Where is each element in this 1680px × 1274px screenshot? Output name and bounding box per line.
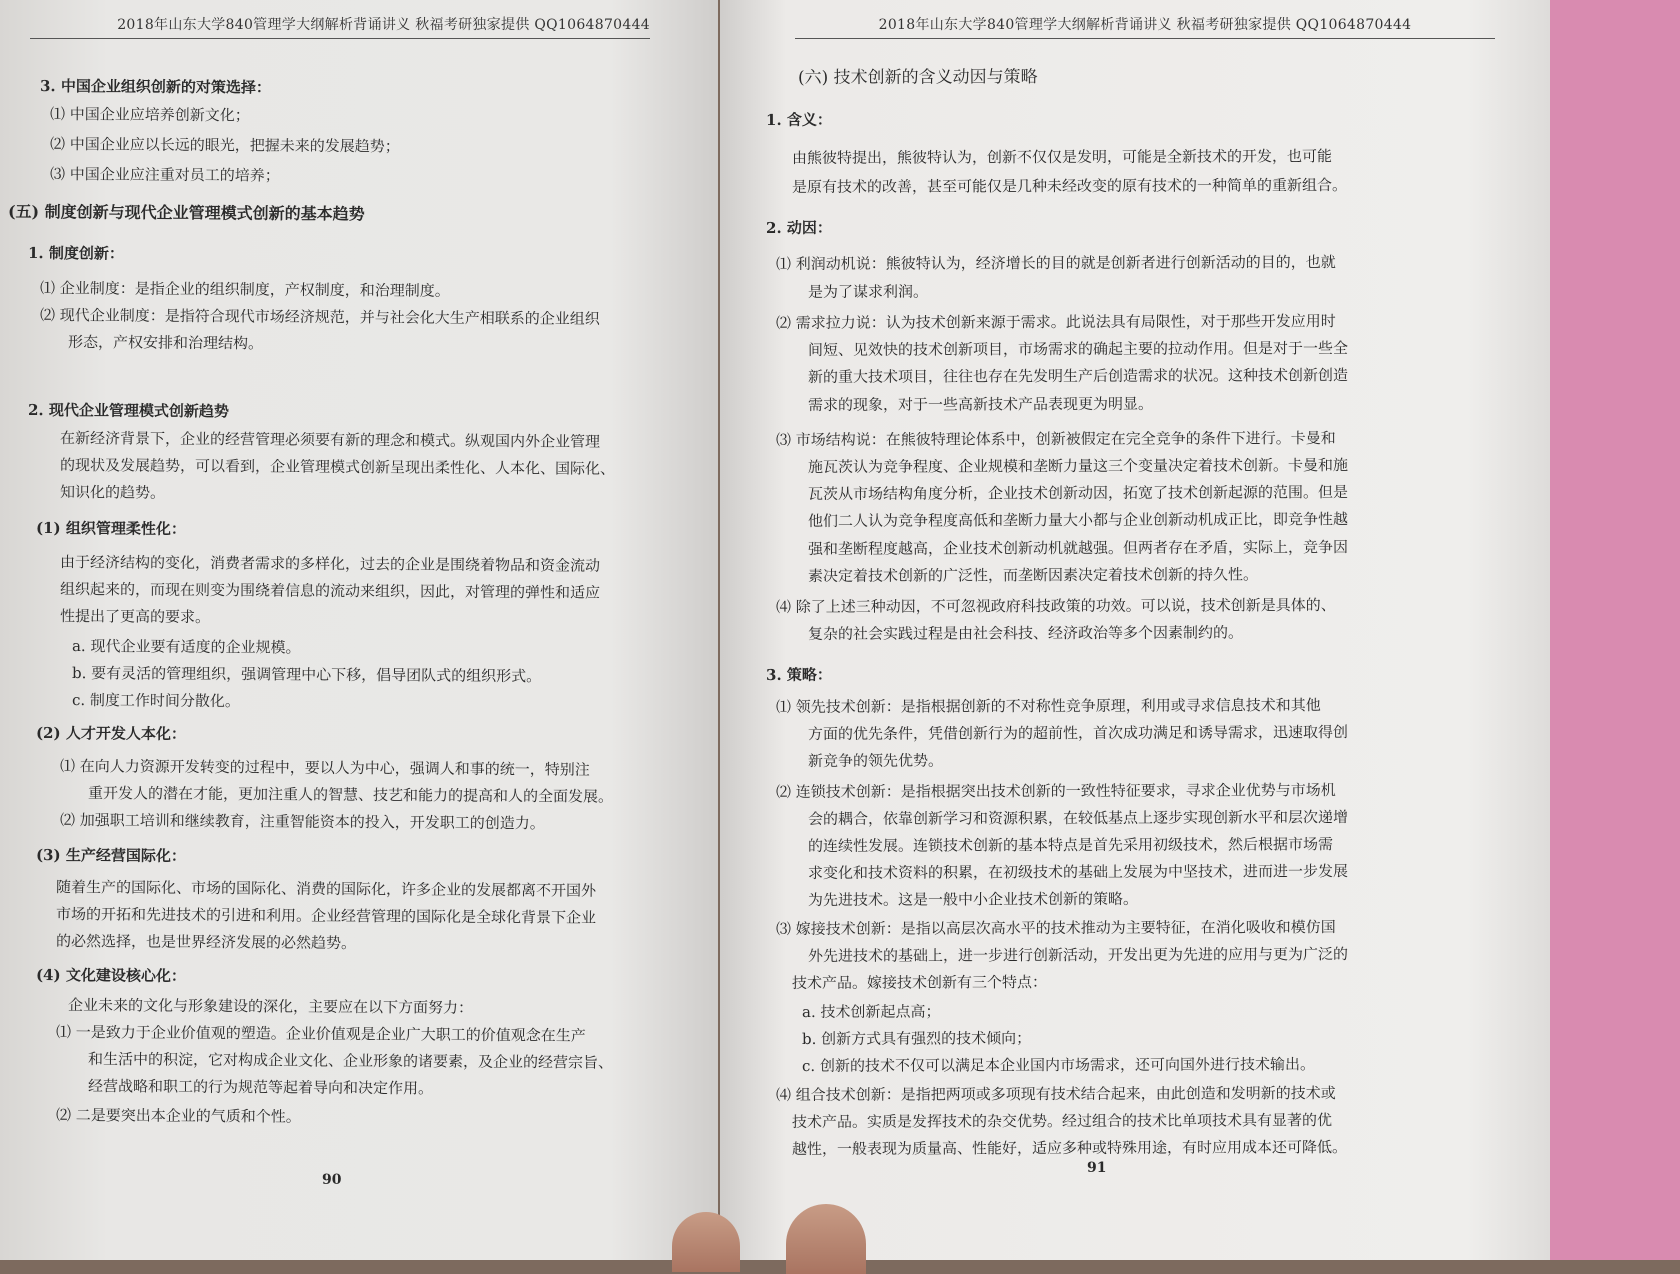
left_page-line: a. 现代企业要有适度的企业规模。 <box>71 637 301 657</box>
right_page-line: 为先进技术。这是一般中小企业技术创新的策略。 <box>807 889 1139 909</box>
left_page-line: 2. 现代企业管理模式创新趋势 <box>27 401 229 421</box>
background-right <box>1550 0 1680 1260</box>
right_page-line: 越性，一般表现为质量高、性能好，适应多种或特殊用途，有时应用成本还可降低。 <box>791 1138 1348 1158</box>
left-page-header: 2018年山东大学840管理学大纲解析背诵讲义 秋福考研独家提供 QQ1064870444 <box>30 14 650 39</box>
right_page-line: (六) 技术创新的含义动因与策略 <box>797 67 1038 88</box>
left_page-line: ⑵ 二是要突出本企业的气质和个性。 <box>55 1106 301 1126</box>
left_page-line: ⑶ 中国企业应注重对员工的培养； <box>49 165 280 185</box>
left_page-line: 的必然选择，也是世界经济发展的必然趋势。 <box>55 932 357 953</box>
right_page-line: 他们二人认为竞争程度高低和垄断力量大小都与企业创新动机成正比，即竞争性越 <box>807 510 1349 530</box>
right_page-line: 瓦茨从市场结构角度分析，企业技术创新动因，拓宽了技术创新起源的范围。但是 <box>807 483 1349 503</box>
left_page-line: (1) 组织管理柔性化： <box>35 519 186 539</box>
left_page-line: 由于经济结构的变化，消费者需求的多样化，过去的企业是围绕着物品和资金流动 <box>59 553 601 575</box>
right_page-line: 新竞争的领先优势。 <box>807 751 944 770</box>
right_page-line: 由熊彼特提出，熊彼特认为，创新不仅仅是发明，可能是全新技术的开发，也可能 <box>791 147 1333 167</box>
right_page-line: ⑷ 除了上述三种动因，不可忽视政府科技政策的功效。可以说，技术创新是具体的、 <box>775 596 1336 616</box>
right_page-line: ⑵ 需求拉力说：认为技术创新来源于需求。此说法具有局限性，对于那些开发应用时 <box>775 312 1336 332</box>
left_page-line: ⑵ 中国企业应以长远的眼光，把握未来的发展趋势； <box>49 135 400 156</box>
left_page-line: c. 制度工作时间分散化。 <box>71 691 241 711</box>
left_page-line: ⑵ 加强职工培训和继续教育，注重智能资本的投入，开发职工的创造力。 <box>59 811 545 833</box>
left_page-line: 企业未来的文化与形象建设的深化，主要应在以下方面努力： <box>67 996 474 1017</box>
right_page-line: ⑵ 连锁技术创新：是指根据突出技术创新的一致性特征要求，寻求企业优势与市场机 <box>775 781 1336 801</box>
right_page-line: ⑶ 市场结构说：在熊彼特理论体系中，创新被假定在完全竞争的条件下进行。卡曼和 <box>775 429 1336 449</box>
left_page-line: ⑴ 在向人力资源开发转变的过程中，要以人为中心，强调人和事的统一，特别注 <box>59 757 590 779</box>
left-page <box>0 0 718 1260</box>
left_page-line: ⑴ 一是致力于企业价值观的塑造。企业价值观是企业广大职工的价值观念在生产 <box>55 1023 586 1045</box>
left_page-line: ⑵ 现代企业制度：是指符合现代市场经济规范，并与社会化大生产相联系的企业组织 <box>39 306 600 328</box>
right_page-line: 2. 动因： <box>765 218 832 237</box>
right_page-line: 复杂的社会实践过程是由社会科技、经济政治等多个因素制约的。 <box>807 623 1244 643</box>
left_page-line: 性提出了更高的要求。 <box>59 607 211 627</box>
left-page-number: 90 <box>322 1172 342 1188</box>
right-page-number: 91 <box>1087 1160 1107 1176</box>
right_page-line: 技术产品。嫁接技术创新有三个特点： <box>791 973 1048 992</box>
left_page-line: 和生活中的积淀，它对构成企业文化、企业形象的诸要素，及企业的经营宗旨、 <box>87 1050 614 1072</box>
right_page-line: 会的耦合，依靠创新学习和资源积累，在较低基点上逐步实现创新水平和层次递增 <box>807 808 1349 828</box>
right_page-line: ⑴ 利润动机说：熊彼特认为，经济增长的目的就是创新者进行创新活动的目的，也就 <box>775 253 1336 273</box>
right_page-line: ⑴ 领先技术创新：是指根据创新的不对称性竞争原理，利用或寻求信息技术和其他 <box>775 696 1321 716</box>
right_page-line: 素决定着技术创新的广泛性，而垄断因素决定着技术创新的持久性。 <box>807 565 1259 585</box>
right_page-line: 的连续性发展。连锁技术创新的基本特点是首先采用初级技术，然后根据市场需 <box>807 835 1334 855</box>
left_page-line: 的现状及发展趋势，可以看到，企业管理模式创新呈现出柔性化、人本化、国际化、 <box>59 456 616 478</box>
right_page-line: 强和垄断程度越高，企业技术创新动机就越强。但两者存在矛盾，实际上，竞争因 <box>807 538 1349 558</box>
finger-right <box>786 1204 866 1274</box>
right_page-line: 新的重大技术项目，往往也存在先发明生产后创造需求的状况。这种技术创新创造 <box>807 366 1349 386</box>
right_page-line: 施瓦茨认为竞争程度、企业规模和垄断力量这三个变量决定着技术创新。卡曼和施 <box>807 456 1349 476</box>
right_page-line: 技术产品。实质是发挥技术的杂交优势。经过组合的技术比单项技术具有显著的优 <box>791 1111 1333 1131</box>
left_page-line: 在新经济背景下，企业的经营管理必须要有新的理念和模式。纵观国内外企业管理 <box>59 429 601 451</box>
right_page-line: 求变化和技术资料的积累，在初级技术的基础上发展为中坚技术，进而进一步发展 <box>807 862 1349 882</box>
left_page-line: 组织起来的，而现在则变为围绕着信息的流动来组织，因此，对管理的弹性和适应 <box>59 580 601 602</box>
left_page-line: ⑴ 企业制度：是指企业的组织制度，产权制度，和治理制度。 <box>39 279 450 300</box>
left_page-line: 3. 中国企业组织创新的对策选择： <box>39 77 271 97</box>
left_page-line: 1. 制度创新： <box>27 244 124 263</box>
left_page-line: (4) 文化建设核心化： <box>35 966 186 986</box>
right_page-line: 需求的现象，对于一些高新技术产品表现更为明显。 <box>807 394 1154 414</box>
right_page-line: 是为了谋求利润。 <box>807 282 929 301</box>
finger-left <box>672 1212 740 1272</box>
right-page <box>720 0 1550 1260</box>
right-page-header: 2018年山东大学840管理学大纲解析背诵讲义 秋福考研独家提供 QQ1064870444 <box>795 14 1495 39</box>
right_page-line: a. 技术创新起点高； <box>801 1002 941 1021</box>
right_page-line: 间短、见效快的技术创新项目，市场需求的确起主要的拉动作用。但是对于一些全 <box>807 339 1349 359</box>
right_page-line: ⑶ 嫁接技术创新：是指以高层次高水平的技术推动为主要特征，在消化吸收和模仿国 <box>775 918 1336 938</box>
left_page-line: 随着生产的国际化、市场的国际化、消费的国际化，许多企业的发展都离不开国外 <box>55 878 597 900</box>
right_page-line: 3. 策略： <box>765 665 832 684</box>
right_page-line: 方面的优先条件，凭借创新行为的超前性，首次成功满足和诱导需求，迅速取得创 <box>807 723 1349 743</box>
right_page-line: 是原有技术的改善，甚至可能仅是几种未经改变的原有技术的一种简单的重新组合。 <box>791 176 1348 196</box>
left_page-line: (2) 人才开发人本化： <box>35 724 186 744</box>
left_page-line: (五) 制度创新与现代企业管理模式创新的基本趋势 <box>7 202 365 224</box>
right_page-line: ⑷ 组合技术创新：是指把两项或多项现有技术结合起来，由此创造和发明新的技术或 <box>775 1084 1336 1104</box>
right_page-line: 外先进技术的基础上，进一步进行创新活动，开发出更为先进的应用与更为广泛的 <box>807 945 1349 965</box>
right_page-line: c. 创新的技术不仅可以满足本企业国内市场需求，还可向国外进行技术输出。 <box>801 1055 1315 1075</box>
right_page-line: 1. 含义： <box>765 110 832 129</box>
left_page-line: b. 要有灵活的管理组织，强调管理中心下移，倡导团队式的组织形式。 <box>71 664 542 686</box>
left_page-line: 经营战略和职工的行为规范等起着导向和决定作用。 <box>87 1077 434 1098</box>
left_page-line: (3) 生产经营国际化： <box>35 846 186 866</box>
left_page-line: 重开发人的潜在才能，更加注重人的智慧、技艺和能力的提高和人的全面发展。 <box>87 784 614 806</box>
left_page-line: 市场的开拓和先进技术的引进和利用。企业经营管理的国际化是全球化背景下企业 <box>55 905 597 927</box>
left_page-line: 形态，产权安排和治理结构。 <box>67 333 264 353</box>
left_page-line: ⑴ 中国企业应培养创新文化； <box>49 105 250 125</box>
left_page-line: 知识化的趋势。 <box>59 483 166 502</box>
right_page-line: b. 创新方式具有强烈的技术倾向； <box>801 1029 1032 1048</box>
